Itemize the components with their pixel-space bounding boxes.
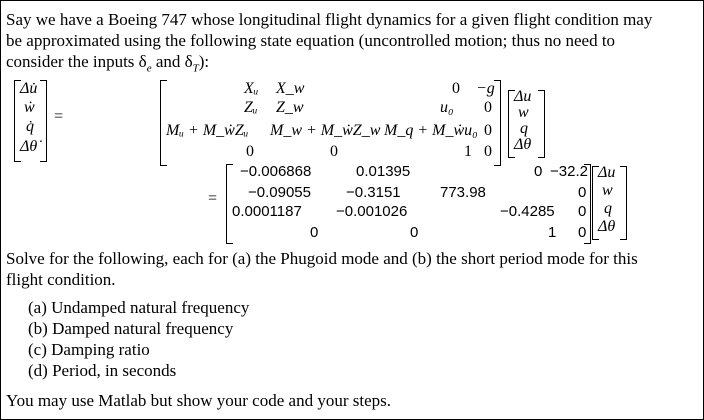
sym-2-0: Mᵤ + M_ẇZᵤ [166, 122, 249, 139]
sym-0-0: Xᵤ [244, 80, 259, 97]
state-derivative-2: q̇ [26, 118, 34, 135]
num-matrix-bracket-close [584, 164, 591, 244]
sym-0-3: −g [476, 80, 495, 97]
sym-2-3: 0 [484, 122, 492, 139]
num-vector-bracket-close [620, 166, 627, 240]
state-derivative-0: Δu̇ [20, 80, 38, 97]
num-0-3: −32.2 [550, 163, 588, 180]
right-vector-bracket-close [538, 90, 545, 158]
num-1-3: 0 [578, 184, 587, 201]
sym-3-2: 1 [464, 143, 472, 160]
state-derivative-1: ẇ [24, 99, 35, 116]
num-3-0: 0 [310, 224, 319, 241]
intro-line-2: be approximated using the following state equation (uncontrolled motion; thus no need to [6, 31, 616, 50]
matrix-bracket-close [494, 80, 501, 166]
num-state-var-2: q [604, 200, 612, 217]
num-2-0: 0.0001187 [232, 203, 302, 220]
question-item-a: (a) Undamped natural frequency [28, 298, 250, 317]
num-0-2: 0 [534, 163, 543, 180]
num-3-3: 0 [578, 224, 587, 241]
num-3-2: 1 [548, 224, 557, 241]
solve-line-1: Solve for the following, each for (a) the Phugoid mode and (b) the short period mode for this [6, 249, 638, 268]
state-derivative-3: Δθ̇ [20, 138, 38, 155]
sym-1-0: Zᵤ [244, 99, 258, 116]
sym-1-1: Z_w [276, 99, 304, 116]
num-state-var-3: Δθ [598, 218, 616, 235]
footer-note: You may use Matlab but show your code and your steps. [6, 391, 391, 410]
question-item-c: (c) Damping ratio [28, 340, 150, 359]
num-1-1: −0.3151 [346, 184, 401, 201]
question-item-b: (b) Damped natural frequency [28, 319, 234, 338]
state-var-2: q [520, 120, 528, 137]
equals-sign-2: = [208, 190, 218, 207]
sym-0-2: 0 [452, 80, 460, 97]
left-vector-bracket-close [40, 80, 47, 162]
num-1-2: 773.98 [440, 184, 486, 201]
sym-1-2: u₀ [440, 99, 454, 116]
solve-line-2: flight condition. [6, 270, 116, 289]
equals-sign-1: = [54, 108, 64, 125]
intro-line-1: Say we have a Boeing 747 whose longitudinal flight dynamics for a given flight condition may [6, 10, 653, 29]
sym-1-3: 0 [484, 99, 492, 116]
num-3-1: 0 [410, 224, 419, 241]
num-state-var-0: Δu [598, 164, 616, 181]
sym-3-1: 0 [330, 143, 338, 160]
sym-2-2: M_q + M_ẇu₀ [384, 122, 478, 139]
intro-line-3: consider the inputs $\delta_e$ and $\delta_T$): [6, 52, 210, 75]
question-item-d: (d) Period, in seconds [28, 361, 177, 380]
question-list [28, 297, 249, 381]
num-state-var-1: w [602, 182, 613, 199]
state-var-0: Δu [514, 88, 532, 105]
state-var-1: w [518, 104, 529, 121]
sym-0-1: X_w [276, 80, 305, 97]
sym-3-3: 0 [484, 143, 492, 160]
num-0-1: 0.01395 [356, 163, 411, 180]
sym-3-0: 0 [246, 143, 254, 160]
num-2-1: −0.001026 [336, 203, 408, 220]
sym-2-1: M_w + M_ẇZ_w [270, 122, 381, 139]
num-2-2: −0.4285 [500, 203, 555, 220]
num-2-3: 0 [578, 203, 587, 220]
num-0-0: −0.006868 [240, 163, 312, 180]
num-1-0: −0.09055 [248, 184, 311, 201]
state-var-3: Δθ [514, 136, 532, 153]
